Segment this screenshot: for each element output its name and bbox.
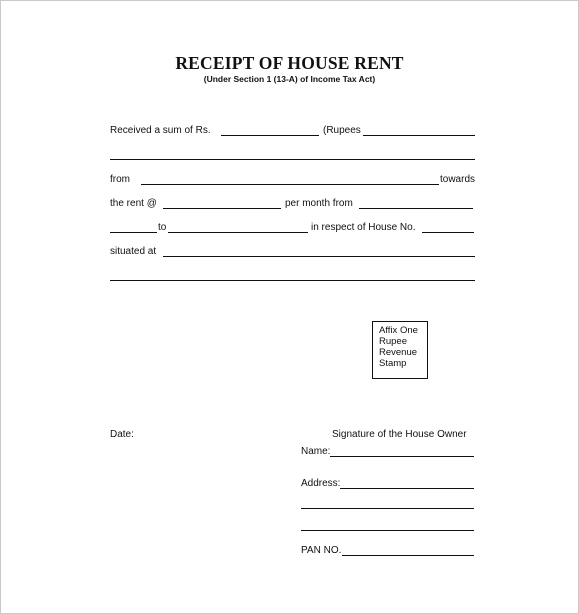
period-from-continued-field[interactable]: [110, 232, 157, 233]
owner-name-field[interactable]: [330, 456, 474, 457]
towards-label: towards: [440, 174, 476, 185]
stamp-text-line: Stamp: [379, 358, 407, 369]
amount-rs-field[interactable]: [221, 135, 319, 136]
owner-address-line-3[interactable]: [301, 530, 474, 531]
rent-label: the rent @: [110, 198, 157, 209]
stamp-text-line: Rupee: [379, 336, 407, 347]
revenue-stamp-box: [372, 321, 428, 379]
period-from-field[interactable]: [359, 208, 473, 209]
situated-label: situated at: [110, 246, 157, 257]
to-label: to: [158, 222, 167, 233]
from-label: from: [110, 174, 130, 185]
name-label: Name:: [301, 446, 331, 457]
situated-at-continued-field[interactable]: [110, 280, 475, 281]
tenant-name-field[interactable]: [141, 184, 439, 185]
document-subtitle: (Under Section 1 (13-A) of Income Tax Act): [203, 74, 376, 84]
signature-label: Signature of the House Owner: [332, 429, 467, 440]
pan-number-field[interactable]: [342, 555, 474, 556]
period-to-field[interactable]: [168, 232, 308, 233]
rent-rate-field[interactable]: [163, 208, 281, 209]
situated-at-field[interactable]: [163, 256, 475, 257]
document-title: RECEIPT OF HOUSE RENT: [175, 53, 404, 73]
stamp-text-line: Affix One: [379, 325, 418, 336]
owner-address-line-2[interactable]: [301, 508, 474, 509]
per-month-label: per month from: [285, 198, 353, 209]
pan-label: PAN NO.: [301, 545, 342, 556]
owner-address-field[interactable]: [340, 488, 474, 489]
rupees-label: (Rupees: [323, 125, 361, 136]
amount-words-field[interactable]: [363, 135, 475, 136]
amount-words-continued-field[interactable]: [110, 159, 475, 160]
received-label: Received a sum of Rs.: [110, 125, 211, 136]
stamp-text-line: Revenue: [379, 347, 418, 358]
house-no-field[interactable]: [422, 232, 474, 233]
address-label: Address:: [301, 478, 341, 489]
house-no-label: in respect of House No.: [311, 222, 416, 233]
date-label: Date:: [110, 429, 134, 440]
